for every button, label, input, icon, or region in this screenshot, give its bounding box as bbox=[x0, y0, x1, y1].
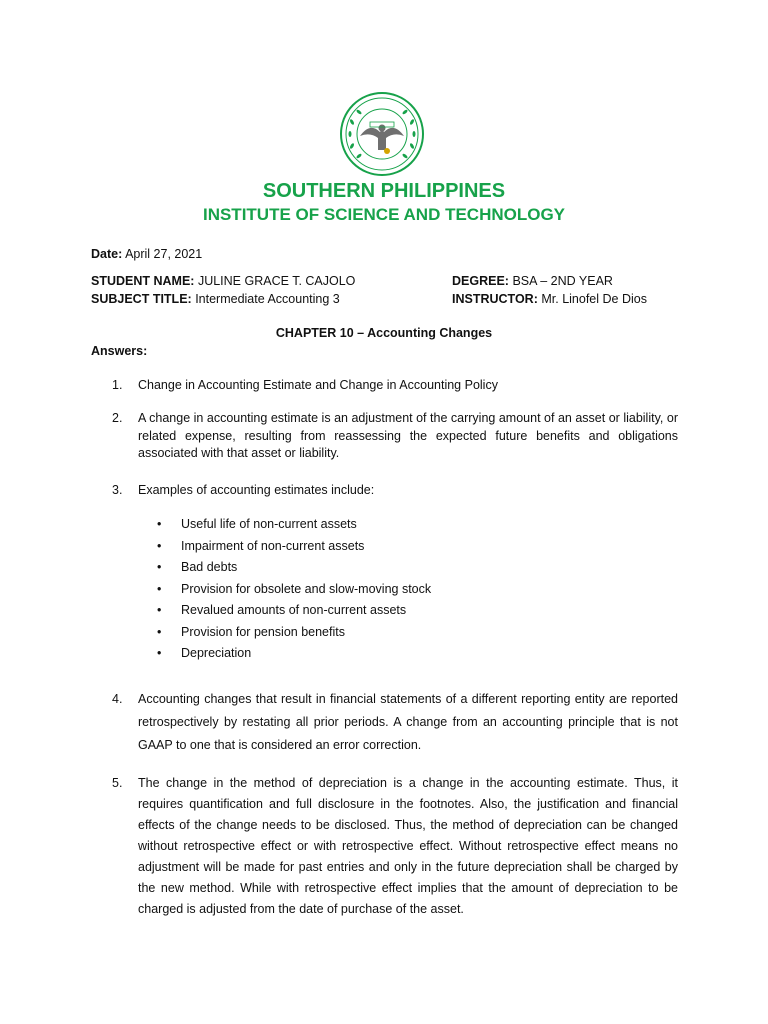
answers-label: Answers: bbox=[91, 344, 148, 358]
chapter-title: CHAPTER 10 – Accounting Changes bbox=[275, 326, 493, 340]
bullet-icon: • bbox=[157, 538, 162, 553]
subject-title-label: SUBJECT TITLE: bbox=[91, 292, 192, 306]
date-label: Date: bbox=[91, 247, 123, 261]
degree-label: DEGREE: bbox=[452, 274, 509, 288]
bullet-icon: • bbox=[157, 646, 162, 660]
answer-number: 3. bbox=[112, 483, 123, 497]
student-name-label: STUDENT NAME: bbox=[91, 274, 195, 288]
student-name-line bbox=[91, 272, 355, 290]
subject-title-value: Intermediate Accounting 3 bbox=[195, 292, 340, 306]
institution-name-line1: SOUTHERN PHILIPPINES bbox=[262, 180, 506, 202]
list-item-label: Useful life of non-current assets bbox=[181, 517, 357, 531]
instructor-label: INSTRUCTOR: bbox=[452, 292, 538, 306]
subject-title-line bbox=[91, 290, 340, 308]
degree-line bbox=[452, 272, 613, 290]
answer-text: Accounting changes that result in financial statements of a different reporting entity are reported retrospectively by restating all prior periods. A change from an accounting principle that is not GAAP to one that is considered an error correction. bbox=[138, 692, 678, 752]
degree-value: BSA – 2ND YEAR bbox=[512, 274, 613, 288]
answer-number: 5. bbox=[112, 776, 123, 790]
date-value: April 27, 2021 bbox=[125, 247, 203, 261]
institution-name-line2: INSTITUTE OF SCIENCE AND TECHNOLOGY bbox=[202, 205, 566, 224]
instructor-line bbox=[452, 290, 647, 308]
answer-text: A change in accounting estimate is an adjustment of the carrying amount of an asset or liability, or related expense, resulting from reassessing the expected future benefits and obligations associated with that asset or liability. bbox=[138, 411, 678, 460]
bullet-icon: • bbox=[157, 517, 162, 531]
list-item-label: Depreciation bbox=[181, 646, 252, 660]
answer-text: Change in Accounting Estimate and Change in Accounting Policy bbox=[138, 378, 498, 392]
list-item-label: Provision for obsolete and slow-moving stock bbox=[181, 581, 432, 596]
school-seal-logo bbox=[340, 92, 424, 176]
answer-number: 2. bbox=[112, 411, 123, 425]
answer-number: 1. bbox=[112, 378, 123, 392]
bullet-icon: • bbox=[157, 624, 162, 639]
date-line bbox=[91, 245, 202, 263]
list-item-label: Bad debts bbox=[181, 560, 238, 574]
list-item-label: Revalued amounts of non-current assets bbox=[181, 603, 407, 617]
bullet-icon: • bbox=[157, 581, 162, 596]
bullet-icon: • bbox=[157, 560, 162, 574]
student-name-value: JULINE GRACE T. CAJOLO bbox=[197, 274, 356, 288]
answer-text: The change in the method of depreciation is a change in the accounting estimate. Thus, it requires quantification and full disclosure in the footnotes. Also, the justification and financial effects of the change needs to be disclosed. Thus, the method of depreciation can be changed without retrospective effect or with retrospective effect. Without retrospective effect means no adjustment will be made for past entries and only in the future depreciation shall be charged by the new method. While with retrospective effect implies that the amount of depreciation to be charged is adjusted from the date of purchase of the asset. bbox=[138, 776, 678, 916]
answer-text: Examples of accounting estimates include: bbox=[138, 483, 375, 497]
list-item-label: Impairment of non-current assets bbox=[181, 538, 365, 553]
instructor-value: Mr. Linofel De Dios bbox=[541, 292, 647, 306]
bullet-icon: • bbox=[157, 603, 162, 617]
list-item-label: Provision for pension benefits bbox=[181, 624, 345, 639]
answer-number: 4. bbox=[112, 692, 123, 706]
